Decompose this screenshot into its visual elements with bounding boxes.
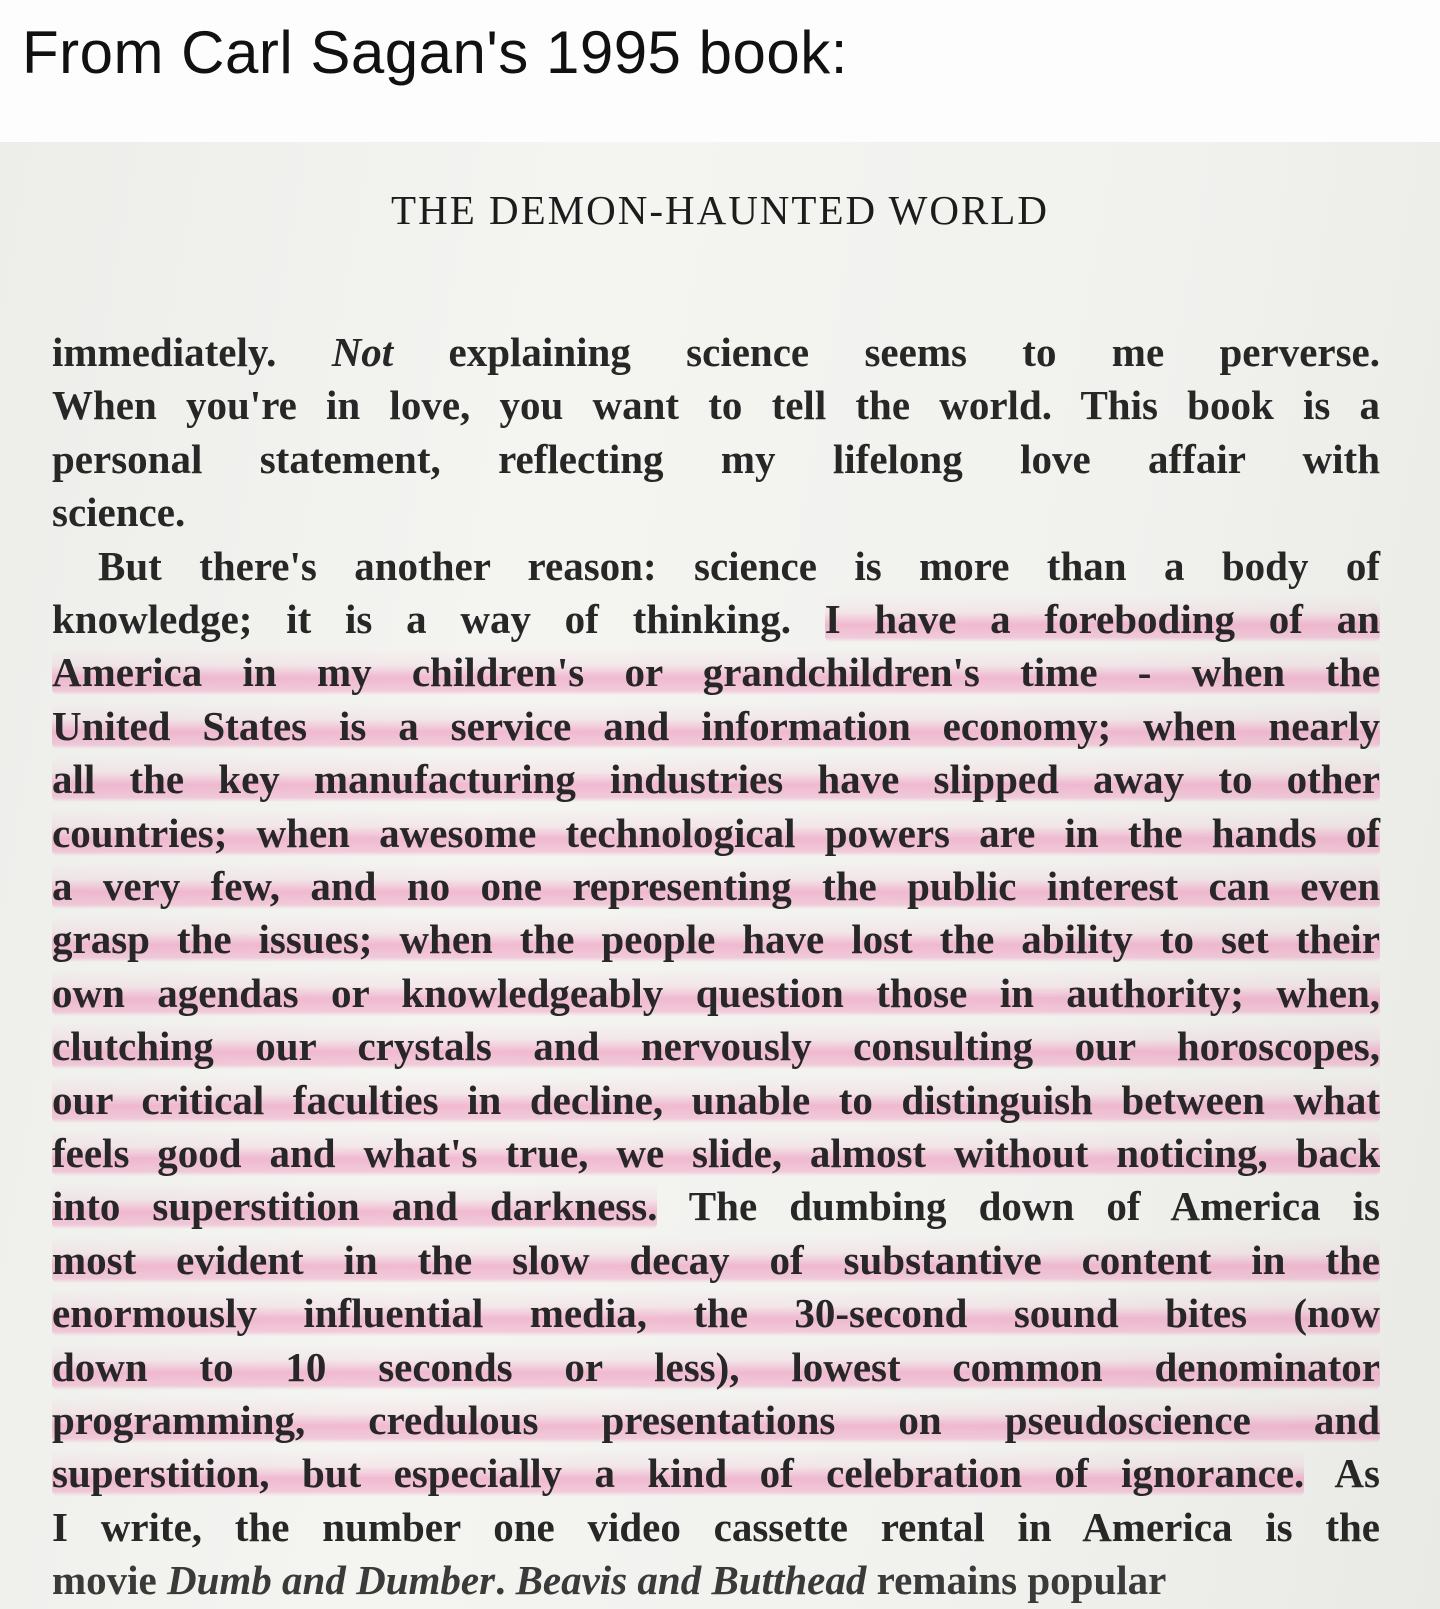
highlighted-text: feels good and what's true, we slide, almost without noticing, back	[52, 1130, 1380, 1176]
highlighted-text: United States is a service and information economy; when nearly	[52, 702, 1380, 749]
highlighted-text: most evident in the slow decay of substantive content in the	[52, 1236, 1380, 1283]
text-line	[52, 860, 1380, 912]
text-run: science.	[52, 489, 186, 536]
text-line	[52, 1180, 1380, 1232]
text-line	[52, 540, 1380, 592]
italic-text: Beavis and Butthead	[515, 1557, 867, 1604]
text-run: But there's another reason: science is more than a body of	[98, 542, 1380, 589]
running-head: THE DEMON-HAUNTED WORLD	[391, 187, 1049, 233]
highlighted-text: a very few, and no one representing the public interest can even	[52, 863, 1380, 909]
text-line	[52, 807, 1380, 859]
text-line	[52, 1020, 1380, 1072]
caption-text: From Carl Sagan's 1995 book:	[22, 19, 848, 86]
text-line	[52, 1127, 1380, 1179]
text-run: knowledge; it is a way of thinking.	[52, 596, 825, 642]
highlighted-text: down to 10 seconds or less), lowest common denominator	[52, 1343, 1380, 1390]
text-line	[52, 1501, 1380, 1553]
text-run: The dumbing down of America is	[657, 1183, 1381, 1230]
text-line	[52, 967, 1380, 1019]
italic-text: Dumb and Dumber	[167, 1557, 496, 1604]
italic-text: Not	[331, 329, 394, 375]
highlighted-text: own agendas or knowledgeably question those in authority; when,	[52, 969, 1380, 1016]
text-run: When you're in love, you want to tell the world. This book is a	[52, 382, 1380, 429]
text-run: I write, the number one video cassette rental in America is the	[52, 1503, 1380, 1550]
highlighted-text: into superstition and darkness.	[52, 1183, 658, 1230]
text-line	[52, 326, 1380, 378]
text-run: immediately.	[52, 329, 332, 375]
caption-bar	[0, 0, 1440, 142]
highlighted-text: America in my children's or grandchildren's time - when the	[52, 649, 1380, 696]
text-line	[52, 753, 1380, 805]
text-run: remains popular	[866, 1557, 1167, 1604]
highlighted-text: superstition, but especially a kind of celebration of ignorance.	[52, 1450, 1305, 1497]
highlighted-text: clutching our crystals and nervously consulting our horoscopes,	[52, 1023, 1380, 1070]
text-run: explaining science seems to me perverse.	[393, 329, 1380, 375]
text-line	[52, 1447, 1380, 1499]
text-run: movie	[52, 1557, 167, 1604]
text-run: As	[1304, 1450, 1380, 1497]
text-line	[52, 1341, 1380, 1393]
book-page-photo	[0, 142, 1440, 1609]
text-line	[52, 1554, 1380, 1606]
text-line	[52, 1394, 1380, 1446]
highlighted-text: all the key manufacturing industries have slipped away to other	[52, 756, 1380, 803]
highlighted-text: I have a foreboding of an	[824, 596, 1380, 642]
text-run: personal statement, reflecting my lifelong love affair with	[52, 435, 1380, 482]
text-line	[52, 700, 1380, 752]
text-line	[52, 433, 1380, 485]
text-line	[52, 486, 1380, 538]
text-line	[52, 593, 1380, 645]
text-line	[52, 1234, 1380, 1286]
text-line	[52, 1287, 1380, 1339]
highlighted-text: programming, credulous presentations on pseudoscience and	[52, 1397, 1380, 1443]
text-line	[52, 1074, 1380, 1126]
text-run: .	[495, 1557, 516, 1604]
highlighted-text: enormously influential media, the 30-second sound bites (now	[52, 1290, 1380, 1337]
text-line	[52, 379, 1380, 431]
highlighted-text: grasp the issues; when the people have lost the ability to set their	[52, 916, 1380, 963]
highlighted-text: countries; when awesome technological powers are in the hands of	[52, 809, 1380, 856]
highlighted-text: our critical faculties in decline, unable to distinguish between what	[52, 1076, 1380, 1123]
text-line	[52, 913, 1380, 965]
text-line	[52, 646, 1380, 698]
